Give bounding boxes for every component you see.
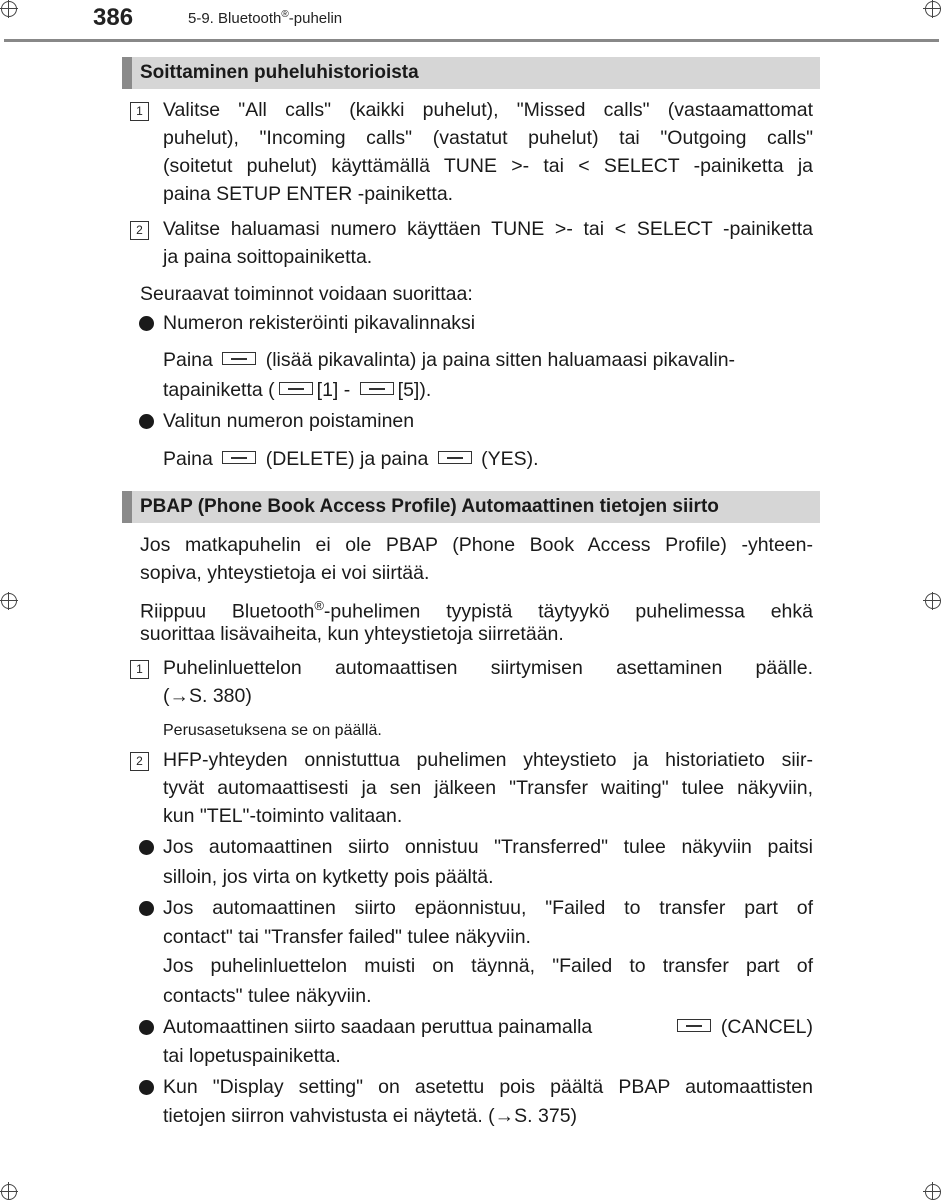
page-header <box>0 0 941 44</box>
bullet1-text-e: [5]). <box>397 379 432 401</box>
bullet1-text-d: [1] - <box>316 379 351 401</box>
bullet1-line-2 <box>163 376 431 404</box>
header-rule <box>4 39 939 42</box>
pbap-bullet4-line-2: tietojen siirron vahvistusta ei näytetä. (→S. 375) <box>163 1105 578 1127</box>
pbap-bullet4-line-1: Kun "Display setting" on asetettu pois päältä PBAP automaattisten <box>163 1076 813 1098</box>
pbap-bullet1-line-1: Jos automaattinen siirto onnistuu "Transferred" tulee näkyviin paitsi <box>163 836 813 858</box>
step-marker-2: 2 <box>130 752 149 771</box>
softkey-button-icon <box>677 1019 711 1032</box>
page-number: 386 <box>93 4 134 31</box>
pbap-bullet3-text-a: Automaattinen siirto saadaan peruttua painamalla <box>163 1016 593 1038</box>
bullet2-text-a: Paina <box>163 448 213 470</box>
pbap-bullet1-line-2: silloin, jos virta on kytketty pois päältä. <box>163 866 494 888</box>
section-heading-pbap <box>122 491 820 523</box>
pbap-bullet3-line-1 <box>163 1013 813 1041</box>
step2-line-1: Valitse haluamasi numero käyttäen TUNE >- tai < SELECT -painiketta <box>163 218 813 240</box>
pbap-para2-text-b: -puhelimen tyypistä täytyykö puhelimessa ehkä <box>323 600 813 623</box>
running-head-prefix: 5-9. Bluetooth <box>188 10 282 27</box>
pbap-bullet2-line-2: contact" tai "Transfer failed" tulee näkyviin. <box>163 926 531 948</box>
step-marker-1: 1 <box>130 102 149 121</box>
step1-line-2: puhelut), "Incoming calls" (vastatut puhelut) tai "Outgoing calls" <box>163 127 813 149</box>
pbap-step2-line-2: tyvät automaattisesti ja sen jälkeen "Transfer waiting" tulee näkyviin, <box>163 777 813 799</box>
functions-intro: Seuraavat toiminnot voidaan suorittaa: <box>140 283 473 305</box>
pbap-step2-line-3: kun "TEL"-toiminto valitaan. <box>163 805 403 827</box>
bullet-icon <box>139 316 154 331</box>
bullet2-text-b: (DELETE) ja paina <box>265 448 429 470</box>
bullet1-text-a: Paina <box>163 349 213 371</box>
softkey-button-icon <box>222 352 256 365</box>
pbap-para2-line-2: suorittaa lisävaiheita, kun yhteystietoja siirretään. <box>140 623 564 645</box>
step1-line-3: (soitetut puhelut) käyttämällä TUNE >- tai < SELECT -painiketta ja <box>163 155 813 177</box>
pbap-bullet2-line-1: Jos automaattinen siirto epäonnistuu, "Failed to transfer part of <box>163 897 813 919</box>
step1-line-1: Valitse "All calls" (kaikki puhelut), "Missed calls" (vastaamattomat <box>163 99 813 121</box>
softkey-button-icon <box>360 382 394 395</box>
running-head-suffix: -puhelin <box>288 10 343 27</box>
bullet2-line <box>163 445 539 473</box>
pbap-step1-line-2: (→S. 380) <box>163 685 252 707</box>
step1-line-4: paina SETUP ENTER -painiketta. <box>163 183 454 205</box>
step-marker-2: 2 <box>130 221 149 240</box>
bullet1-text-b: (lisää pikavalinta) ja paina sitten haluamaasi pikavalin- <box>265 349 736 371</box>
pbap-para2-text-a: Riippuu Bluetooth <box>140 600 315 623</box>
pbap-bullet3-text-b: (CANCEL) <box>720 1016 813 1038</box>
bullet1-text-c: tapainiketta ( <box>163 379 275 401</box>
registered-mark: ® <box>314 598 324 613</box>
pbap-para1-line-2: sopiva, yhteystietoja ei voi siirtää. <box>140 562 430 584</box>
section-heading-call-history <box>122 57 820 89</box>
bullet-icon <box>139 1020 154 1035</box>
bullet-icon <box>139 901 154 916</box>
bullet1-line-1 <box>163 346 813 374</box>
pbap-bullet2-line-4: contacts" tulee näkyviin. <box>163 985 372 1007</box>
bullet1-title: Numeron rekisteröinti pikavalinnaksi <box>163 312 476 334</box>
running-head <box>188 9 342 27</box>
pbap-bullet3-line-2: tai lopetuspainiketta. <box>163 1045 341 1067</box>
registered-mark: ® <box>281 9 289 20</box>
softkey-button-icon <box>438 451 472 464</box>
pbap-bullet2-line-3: Jos puhelinluettelon muisti on täynnä, "Failed to transfer part of <box>163 955 813 977</box>
bullet2-text-c: (YES). <box>481 448 539 470</box>
pbap-step1-line-1: Puhelinluettelon automaattisen siirtymisen asettaminen päälle. <box>163 657 813 679</box>
pbap-step1-note: Perusasetuksena se on päällä. <box>163 722 382 739</box>
bullet-icon <box>139 414 154 429</box>
bullet2-title: Valitun numeron poistaminen <box>163 410 415 432</box>
pbap-step2-line-1: HFP-yhteyden onnistuttua puhelimen yhteystieto ja historiatieto siir- <box>163 749 813 771</box>
softkey-button-icon <box>279 382 313 395</box>
bullet-icon <box>139 1080 154 1095</box>
bullet-icon <box>139 840 154 855</box>
section-title: PBAP (Phone Book Access Profile) Automaattinen tietojen siirto <box>140 496 719 517</box>
section-title: Soittaminen puheluhistorioista <box>140 62 419 83</box>
step2-line-2: ja paina soittopainiketta. <box>163 246 373 268</box>
softkey-button-icon <box>222 451 256 464</box>
pbap-para1-line-1: Jos matkapuhelin ei ole PBAP (Phone Book Access Profile) -yhteen- <box>140 534 813 556</box>
step-marker-1: 1 <box>130 660 149 679</box>
